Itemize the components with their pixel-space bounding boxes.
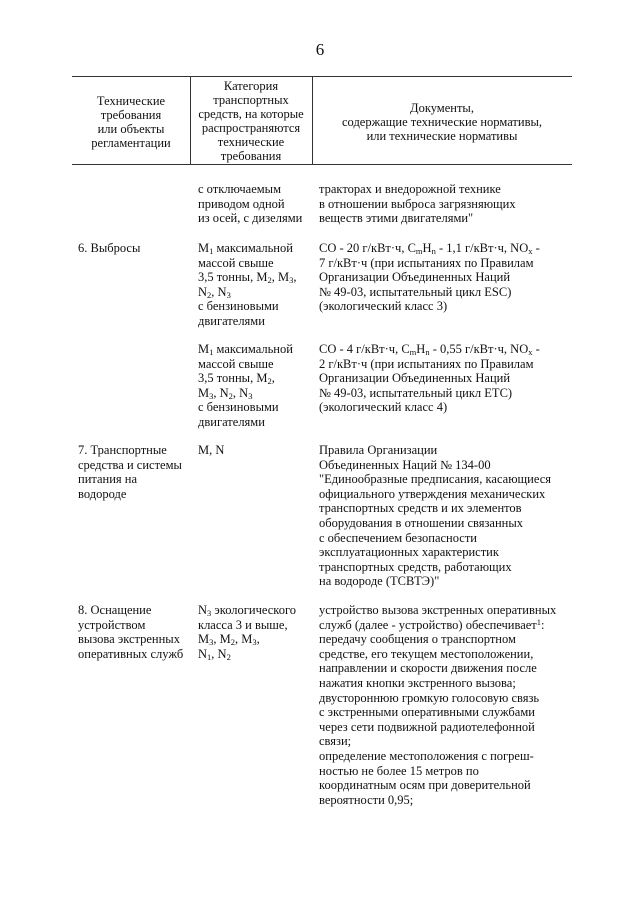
table-top-rule	[72, 76, 572, 77]
row7-norms: Правила Организации Объединенных Наций № 134-00 "Единообразные предписания, касающиеся официального утверждения механических транспортных средств и их элементов оборудования в отношении связанных с обеспечением безопасности эксплуатационных характеристик транспортных средств, работающих на водороде (ТСВТЭ)"	[319, 443, 552, 589]
header-bottom-rule	[72, 164, 572, 165]
cont-col2: с отключаемым приводом одной из осей, с дизелями	[198, 182, 303, 226]
row6b-vehicle-category: $M_1$ максимальной массой свыше 3,5 тонны, $M_2$, $M_3$, $N_2$, $N_3$ с бензиновыми двигателями	[198, 342, 293, 429]
row8-norms: устройство вызова экстренных оперативных служб (далее - устройство) обеспечивает$^1$: передачу сообщения о транспортном средстве, его текущем местоположении, направлении и скорости движения после нажатия кнопки экстренного вызова; двустороннюю громкую голосовую связь с экстренными оперативными службами через сети подвижной радиотелефонной связи; определение местоположения с погреш- ностью не более 15 метров по координатным осям при доверительной вероятности 0,95;	[319, 603, 557, 807]
header-col1: Технические требования или объекты регламентации	[91, 94, 171, 150]
header-col2: Категория транспортных средств, на которые распространяются технические требования	[198, 79, 304, 163]
row6b-norms: CO - 4 г/кВт·ч, $C_mH_n - 0,55$ г/кВт·ч, $NO_x$ - 2 г/кВт·ч (при испытаниях по Правилам Организации Объединенных Наций № 49-03, испытательный цикл ETC) (экологический класс 4)	[319, 342, 540, 415]
row6a-norms: CO - 20 г/кВт·ч, $C_mH_n - 1,1$ г/кВт·ч, $NO_x$ - 7 г/кВт·ч (при испытаниях по Правилам Организации Объединенных Наций № 49-03, испытательный цикл ESC) (экологический класс 3)	[319, 241, 540, 314]
row8-title: 8. Оснащение устройством вызова экстренных оперативных служб	[78, 603, 184, 661]
page-number: 6	[315, 40, 325, 59]
cont-col3: тракторах и внедорожной технике в отношении выброса загрязняющих веществ этими двигателями"	[319, 182, 516, 226]
row6-title: 6. Выбросы	[78, 241, 141, 255]
header-col3: Документы, содержащие технические нормативы, или технические нормативы	[342, 101, 542, 143]
row7-vehicle-category: M, N	[198, 443, 225, 457]
row7-title: 7. Транспортные средства и системы питания на водороде	[78, 443, 182, 501]
row8-vehicle-category: $N_3$ экологического класса 3 и выше, $M_3$, $M_2$, $M_3$, $N_1$, $N_2$	[198, 603, 297, 662]
row6a-vehicle-category: $M_1$ максимальной массой свыше 3,5 тонны, $M_2$, $M_3$, $N_2$, $N_3$ с бензиновыми двигателями	[198, 241, 297, 328]
